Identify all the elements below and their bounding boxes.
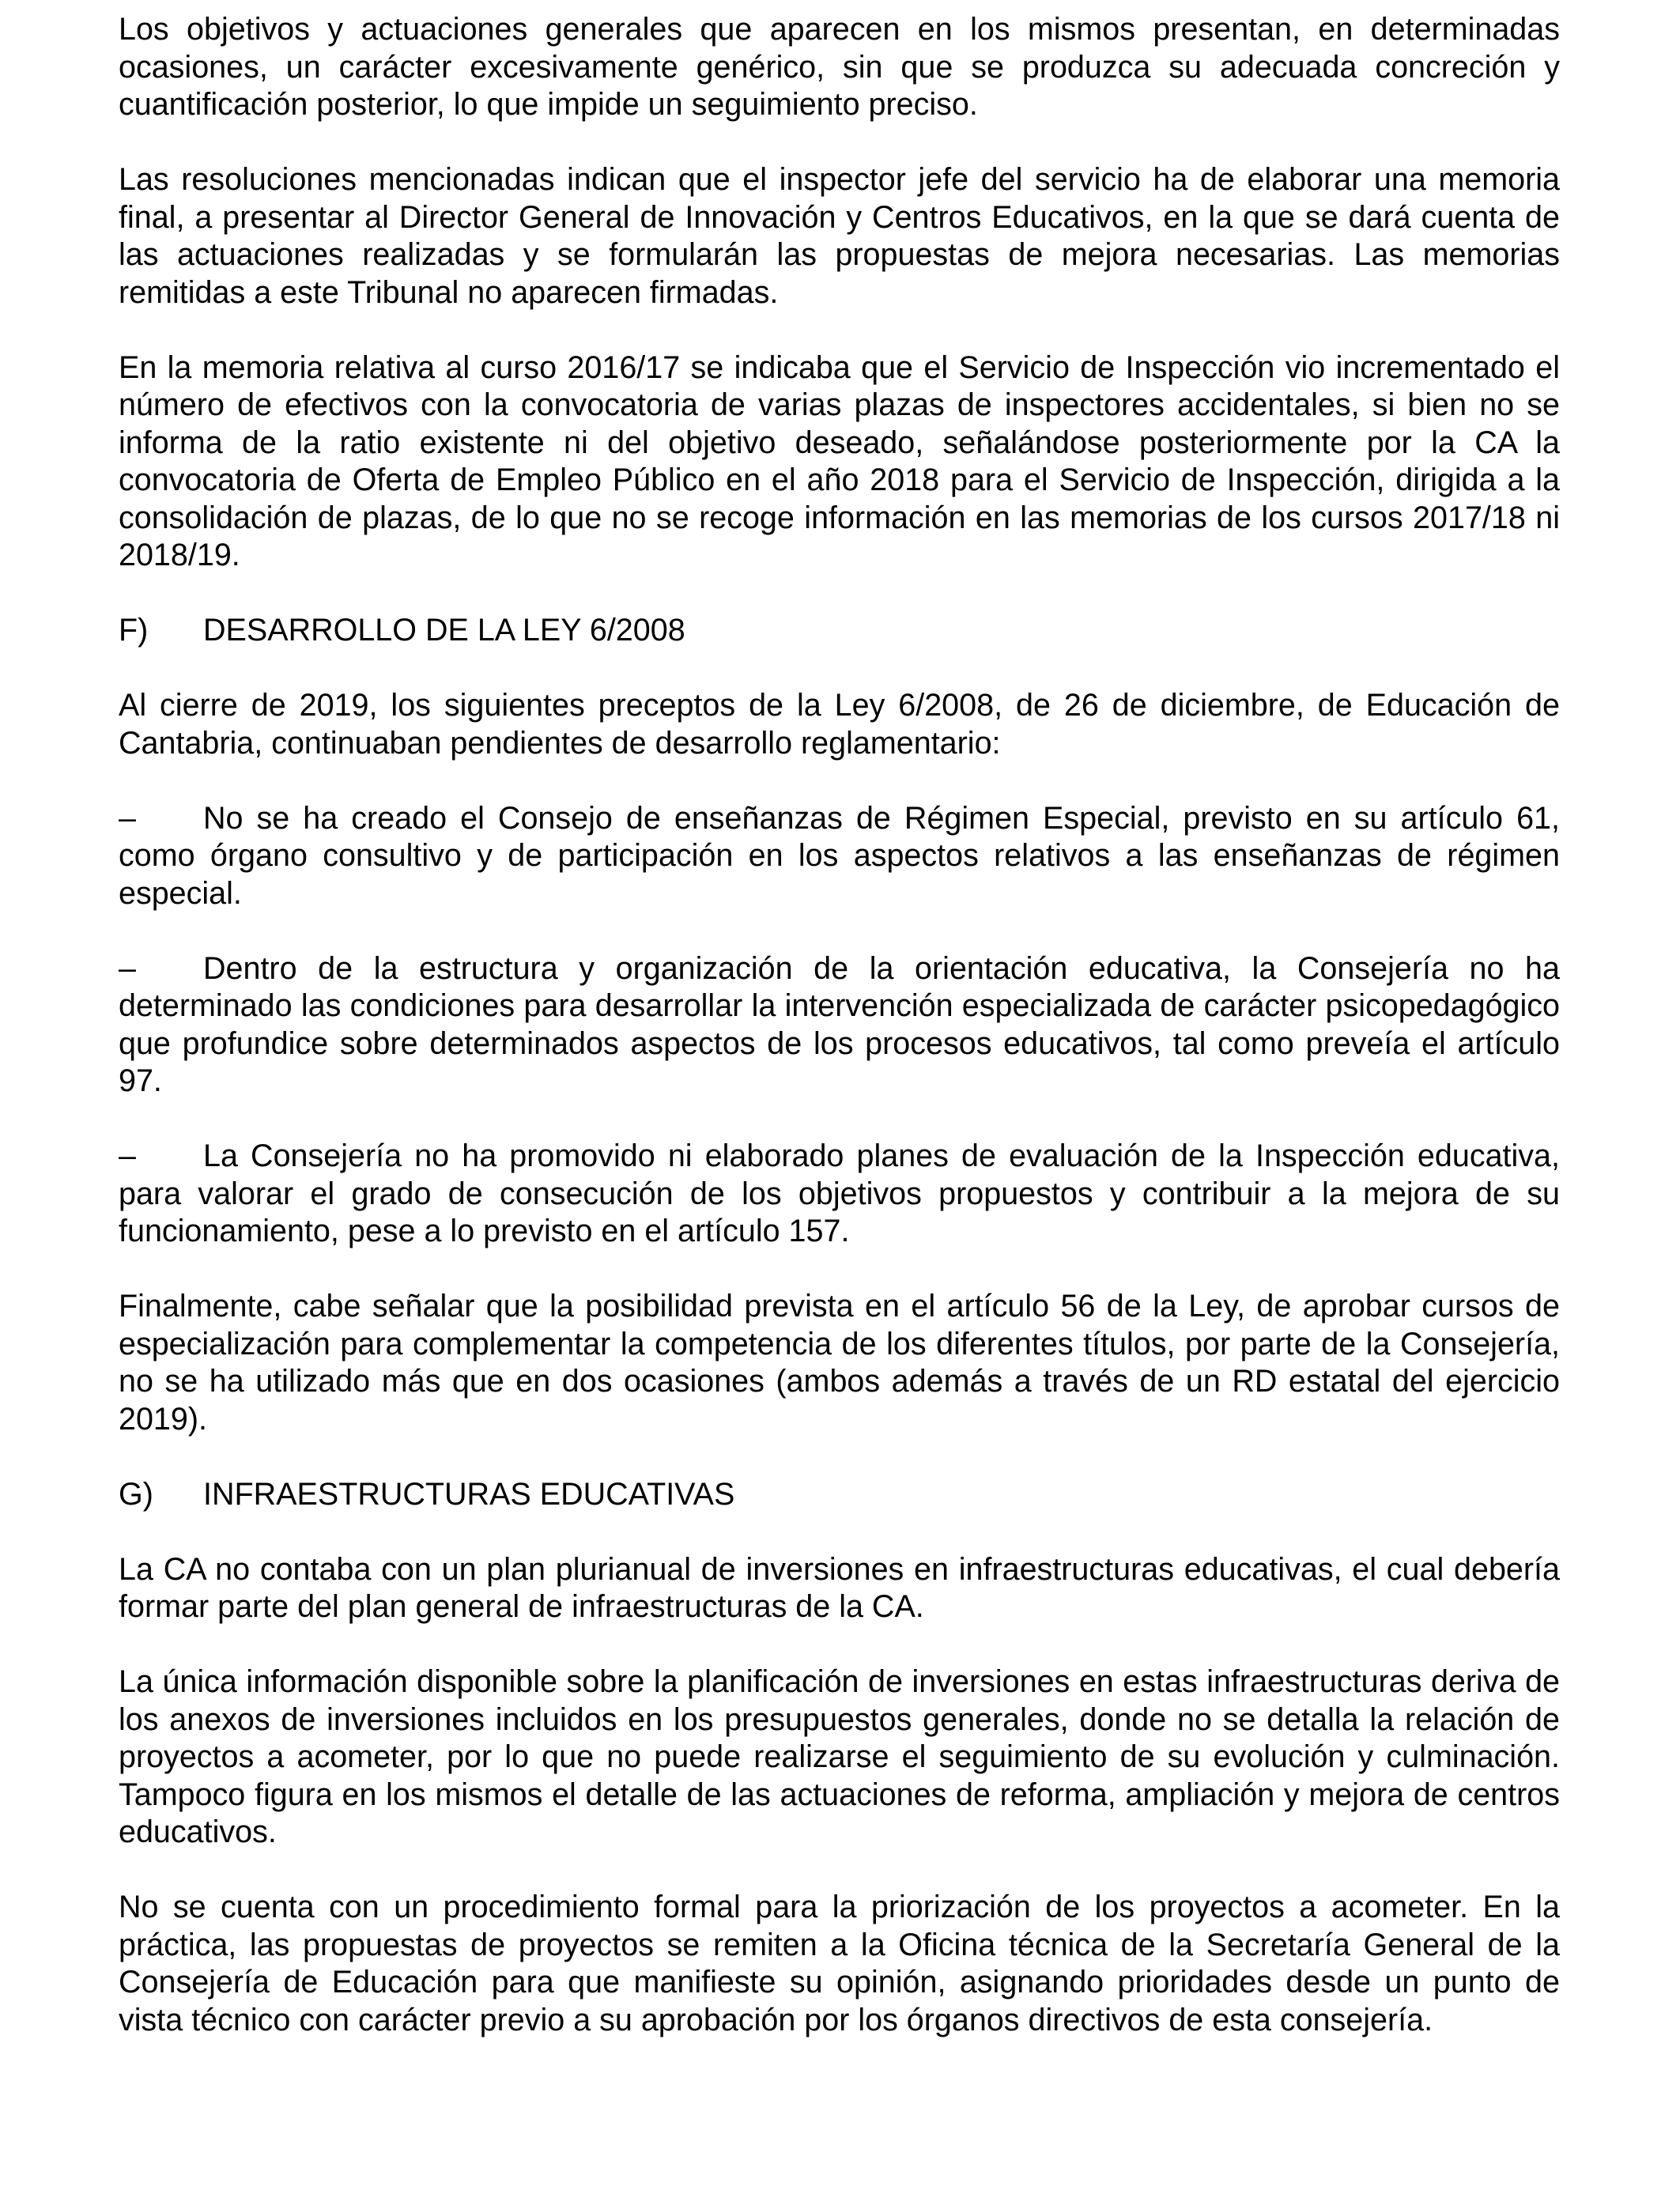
paragraph-memoria-curso: En la memoria relativa al curso 2016/17 se indicaba que el Servicio de Inspección vio incrementado el número de efectivos con la convocatoria de varias plazas de inspectores accidentales, si bien no se informa de la ratio existente ni del objetivo deseado, señalándose posteriormente por la CA la convocatoria de Oferta de Empleo Público en el año 2018 para el Servicio de Inspección, dirigida a la consolidación de plazas, de lo que no se recoge información en las memorias de los cursos 2017/18 ni 2018/19.	[119, 349, 1560, 572]
list-item	[119, 1138, 1560, 1251]
list-item	[119, 950, 1560, 1101]
list-item	[119, 800, 1560, 913]
document-page	[119, 11, 1560, 2077]
paragraph-objetivos: Los objetivos y actuaciones generales que aparecen en los mismos presentan, en determinadas ocasiones, un carácter excesivamente genérico, sin que se produzca su adecuada concreción y cuantificación posterior, lo que impide un seguimiento preciso.	[119, 12, 1560, 122]
section-f-intro: Al cierre de 2019, los siguientes preceptos de la Ley 6/2008, de 26 de diciembre, de Educación de Cantabria, continuaban pendientes de desarrollo reglamentario:	[119, 688, 1560, 761]
section-g-paragraph: La CA no contaba con un plan plurianual de inversiones en infraestructuras educativas, el cual debería formar parte del plan general de infraestructuras de la CA.	[119, 1551, 1560, 1624]
section-f-closing: Finalmente, cabe señalar que la posibilidad prevista en el artículo 56 de la Ley, de aprobar cursos de especialización para complementar la competencia de los diferentes títulos, por parte de la Consejería, no se ha utilizado más que en dos ocasiones (ambos además a través de un RD estatal del ejercicio 2019).	[119, 1289, 1560, 1437]
dash-bullet: –	[119, 950, 136, 986]
section-f-heading	[119, 612, 1560, 650]
paragraph-resoluciones: Las resoluciones mencionadas indican que el inspector jefe del servicio ha de elaborar una memoria final, a presentar al Director General de Innovación y Centros Educativos, en la que se dará cuenta de las actuaciones realizadas y se formularán las propuestas de mejora necesarias. Las memorias remitidas a este Tribunal no aparecen firmadas.	[119, 162, 1560, 310]
section-f-title: DESARROLLO DE LA LEY 6/2008	[203, 613, 685, 648]
list-item-text: No se ha creado el Consejo de enseñanzas de Régimen Especial, previsto en su artículo 61, como órgano consultivo y de participación en los aspectos relativos a las enseñanzas de régimen especial.	[119, 800, 1560, 911]
dash-bullet: –	[119, 800, 136, 836]
section-g-paragraph: La única información disponible sobre la planificación de inversiones en estas infraestructuras deriva de los anexos de inversiones incluidos en los presupuestos generales, donde no se detalla la relación de proyectos a acometer, por lo que no puede realizarse el seguimiento de su evolución y culminación. Tampoco figura en los mismos el detalle de las actuaciones de reforma, ampliación y mejora de centros educativos.	[119, 1664, 1560, 1849]
section-g-paragraph: No se cuenta con un procedimiento formal para la priorización de los proyectos a acometer. En la práctica, las propuestas de proyectos se remiten a la Oficina técnica de la Secretaría General de la Consejería de Educación para que manifieste su opinión, asignando prioridades desde un punto de vista técnico con carácter previo a su aprobación por los órganos directivos de esta consejería.	[119, 1890, 1560, 2037]
section-f-letter: F)	[119, 613, 149, 648]
section-g-letter: G)	[119, 1476, 153, 1512]
list-item-text: Dentro de la estructura y organización de la orientación educativa, la Consejería no ha determinado las condiciones para desarrollar la intervención especializada de carácter psicopedagógico que profundice sobre determinados aspectos de los procesos educativos, tal como preveía el artículo 97.	[119, 950, 1560, 1098]
list-item-text: La Consejería no ha promovido ni elaborado planes de evaluación de la Inspección educativa, para valorar el grado de consecución de los objetivos propuestos y contribuir a la mejora de su funcionamiento, pese a lo previsto en el artículo 157.	[119, 1139, 1560, 1248]
section-g-title: INFRAESTRUCTURAS EDUCATIVAS	[203, 1476, 735, 1512]
section-g-heading	[119, 1476, 1560, 1514]
dash-bullet: –	[119, 1139, 136, 1173]
